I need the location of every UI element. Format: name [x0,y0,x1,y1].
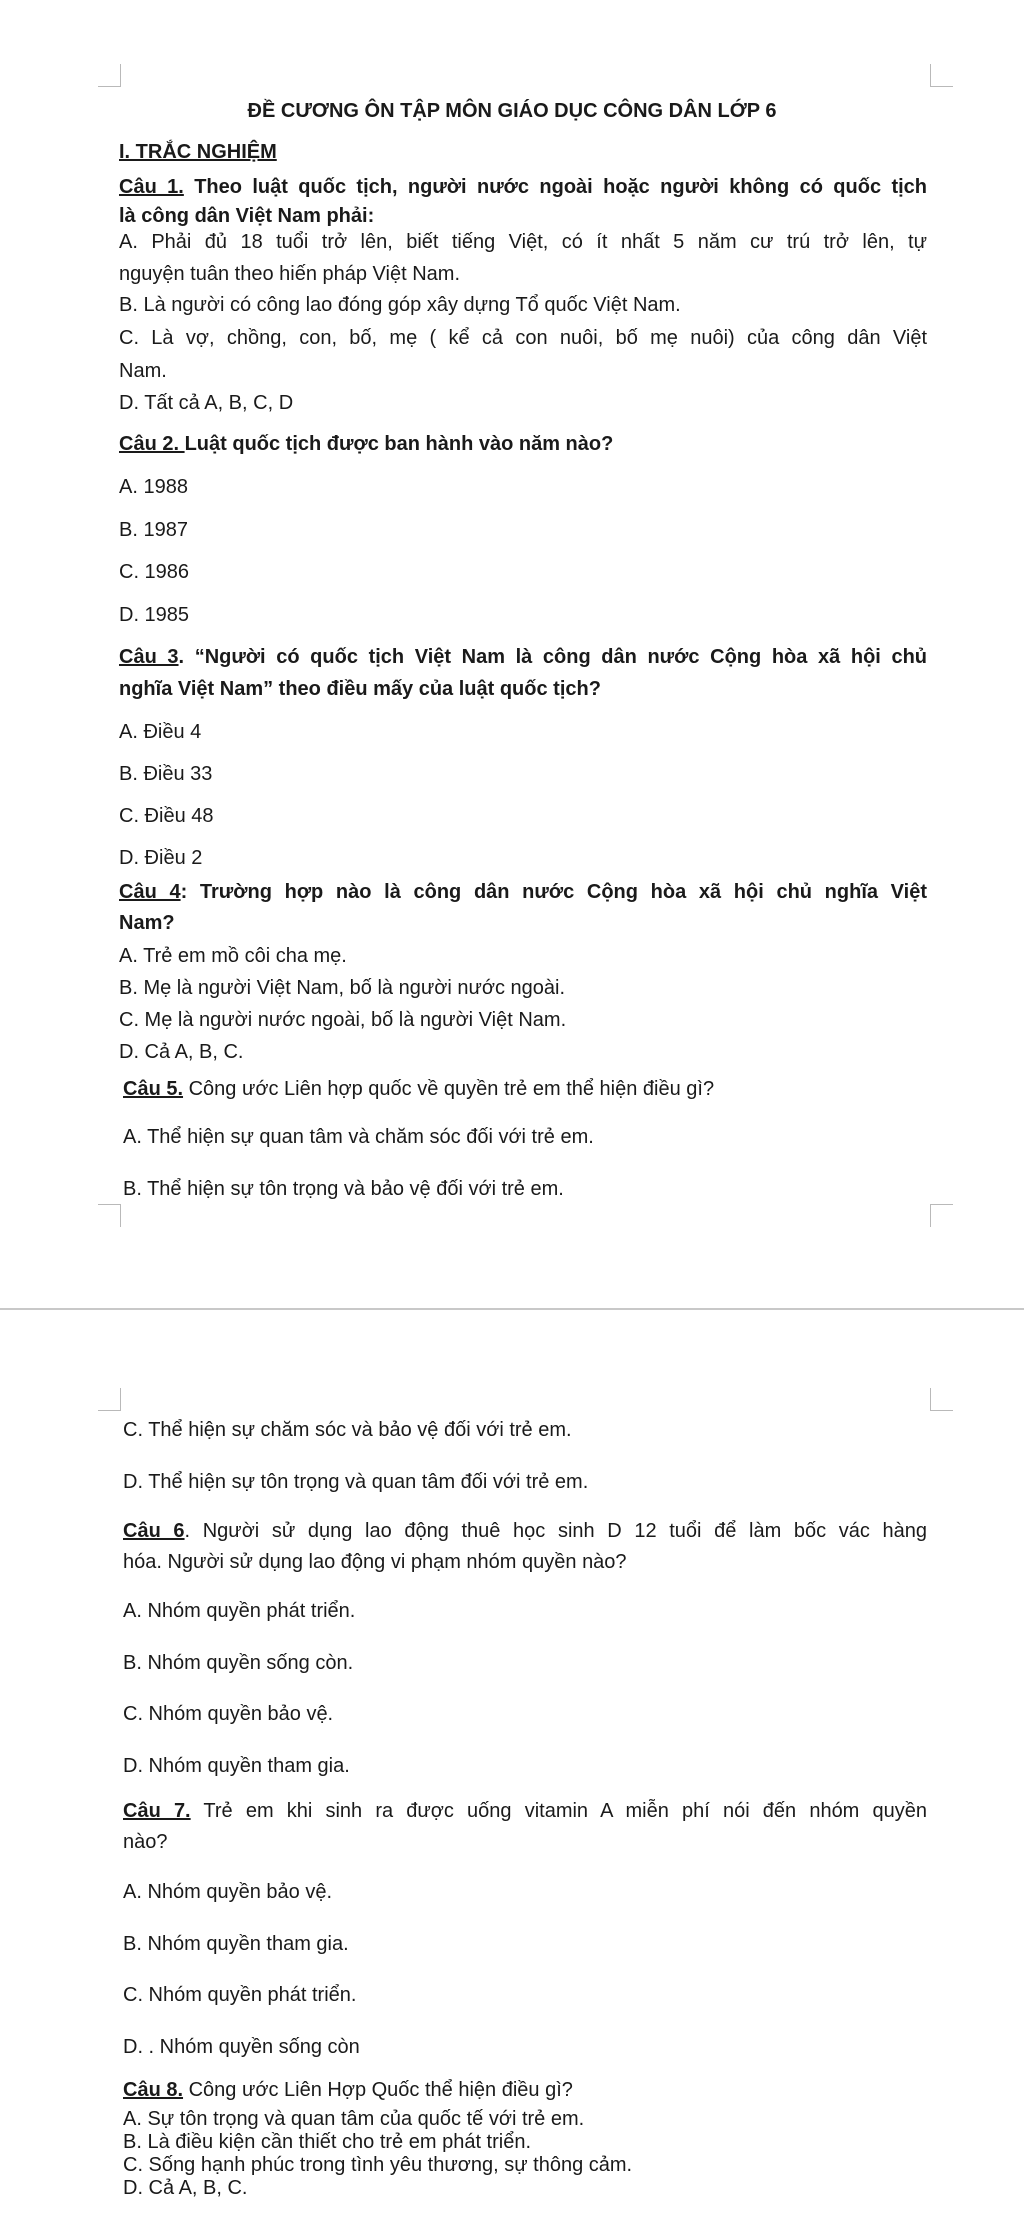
question-label: Câu 8. [123,2079,184,2101]
question-label: Câu 2. [119,433,185,455]
answer-option: D. Điều 2 [119,847,203,869]
question-4 [119,880,927,904]
answer-option: A. Sự tôn trọng và quan tâm của quốc tế với trẻ em. [123,2108,585,2130]
answer-option: D. 1985 [119,604,190,626]
question-label: Câu 6 [123,1520,185,1542]
document-page-2 [0,1312,1024,2217]
page-corner-mark [98,1204,121,1227]
answer-option: A. Nhóm quyền bảo vệ. [123,1881,333,1903]
question-label: Câu 7. [123,1800,191,1822]
question-7 [123,1799,927,1823]
question-label: Câu 5. [123,1078,184,1100]
answer-option: C. Điều 48 [119,805,214,827]
question-3 [119,645,927,669]
question-label: Câu 3 [119,646,179,668]
question-8 [123,2078,573,2102]
question-5 [123,1077,714,1101]
page-corner-mark [930,1388,953,1411]
answer-option: B. Là người có công lao đóng góp xây dựng Tổ quốc Việt Nam. [119,294,681,316]
answer-option: D. Nhóm quyền tham gia. [123,1755,350,1777]
answer-option: C. Sống hạnh phúc trong tình yêu thương, sự thông cảm. [123,2154,633,2176]
page-title: ĐỀ CƯƠNG ÔN TẬP MÔN GIÁO DỤC CÔNG DÂN LỚP 6 [247,100,777,122]
question-text: Luật quốc tịch được ban hành vào năm nào? [184,433,614,455]
question-text: nào? [123,1831,168,1853]
answer-option: B. 1987 [119,519,188,541]
section-heading: I. TRẮC NGHIỆM [119,141,277,163]
answer-option: B. Nhóm quyền sống còn. [123,1652,354,1674]
question-text: Theo luật quốc tịch, người nước ngoài hoặc người không có quốc tịch [183,176,927,198]
question-text: là công dân Việt Nam phải: [119,205,375,227]
question-text: nghĩa Việt Nam” theo điều mấy của luật quốc tịch? [119,678,601,700]
question-text: . Người sử dụng lao động thuê học sinh D 12 tuổi để làm bốc vác hàng [184,1520,927,1542]
answer-option: C. 1986 [119,561,190,583]
question-6 [123,1519,927,1543]
page-corner-mark [930,64,953,87]
page-corner-mark [930,1204,953,1227]
question-text: hóa. Người sử dụng lao động vi phạm nhóm quyền nào? [123,1551,627,1573]
answer-option: A. Thể hiện sự quan tâm và chăm sóc đối với trẻ em. [123,1126,594,1148]
page-corner-mark [98,64,121,87]
page-corner-mark [98,1388,121,1411]
answer-option: D. Cả A, B, C. [123,2177,248,2199]
answer-option: D. . Nhóm quyền sống còn [123,2036,360,2058]
answer-option: C. Thể hiện sự chăm sóc và bảo vệ đối với trẻ em. [123,1419,572,1441]
answer-option: B. Mẹ là người Việt Nam, bố là người nước ngoài. [119,977,566,999]
answer-option: B. Điều 33 [119,763,213,785]
answer-option: D. Thể hiện sự tôn trọng và quan tâm đối với trẻ em. [123,1471,589,1493]
question-label: Câu 1. [119,176,184,198]
answer-option: A. Điều 4 [119,721,202,743]
answer-option: nguyện tuân theo hiến pháp Việt Nam. [119,263,460,285]
answer-option: C. Nhóm quyền bảo vệ. [123,1703,334,1725]
answer-option: B. Là điều kiện cần thiết cho trẻ em phát triển. [123,2131,532,2153]
question-1 [119,175,927,199]
question-text: Nam? [119,912,175,934]
answer-option: D. Tất cả A, B, C, D [119,392,294,414]
question-text: . “Người có quốc tịch Việt Nam là công dân nước Cộng hòa xã hội chủ [178,646,928,668]
answer-option: A. Nhóm quyền phát triển. [123,1600,356,1622]
answer-option: B. Nhóm quyền tham gia. [123,1933,349,1955]
answer-option: Nam. [119,360,167,382]
question-text: Trẻ em khi sinh ra được uống vitamin A miễn phí nói đến nhóm quyền [190,1800,927,1822]
question-text: Công ước Liên hợp quốc về quyền trẻ em thể hiện điều gì? [183,1078,715,1100]
answer-option: C. Nhóm quyền phát triển. [123,1984,357,2006]
question-2 [119,432,613,456]
question-text: : Trường hợp nào là công dân nước Cộng hòa xã hội chủ nghĩa Việt [180,881,927,903]
question-label: Câu 4 [119,881,181,903]
answer-option: C. Mẹ là người nước ngoài, bố là người Việt Nam. [119,1009,567,1031]
answer-option: A. 1988 [119,476,188,498]
question-text: Công ước Liên Hợp Quốc thể hiện điều gì? [183,2079,573,2101]
answer-option: D. Cả A, B, C. [119,1041,244,1063]
answer-option: A. Phải đủ 18 tuổi trở lên, biết tiếng Việt, có ít nhất 5 năm cư trú trở lên, tự [119,231,927,253]
page-separator [0,1308,1024,1310]
answer-option: C. Là vợ, chồng, con, bố, mẹ ( kể cả con nuôi, bố mẹ nuôi) của công dân Việt [119,327,927,349]
answer-option: A. Trẻ em mồ côi cha mẹ. [119,945,347,967]
answer-option: B. Thể hiện sự tôn trọng và bảo vệ đối với trẻ em. [123,1178,564,1200]
